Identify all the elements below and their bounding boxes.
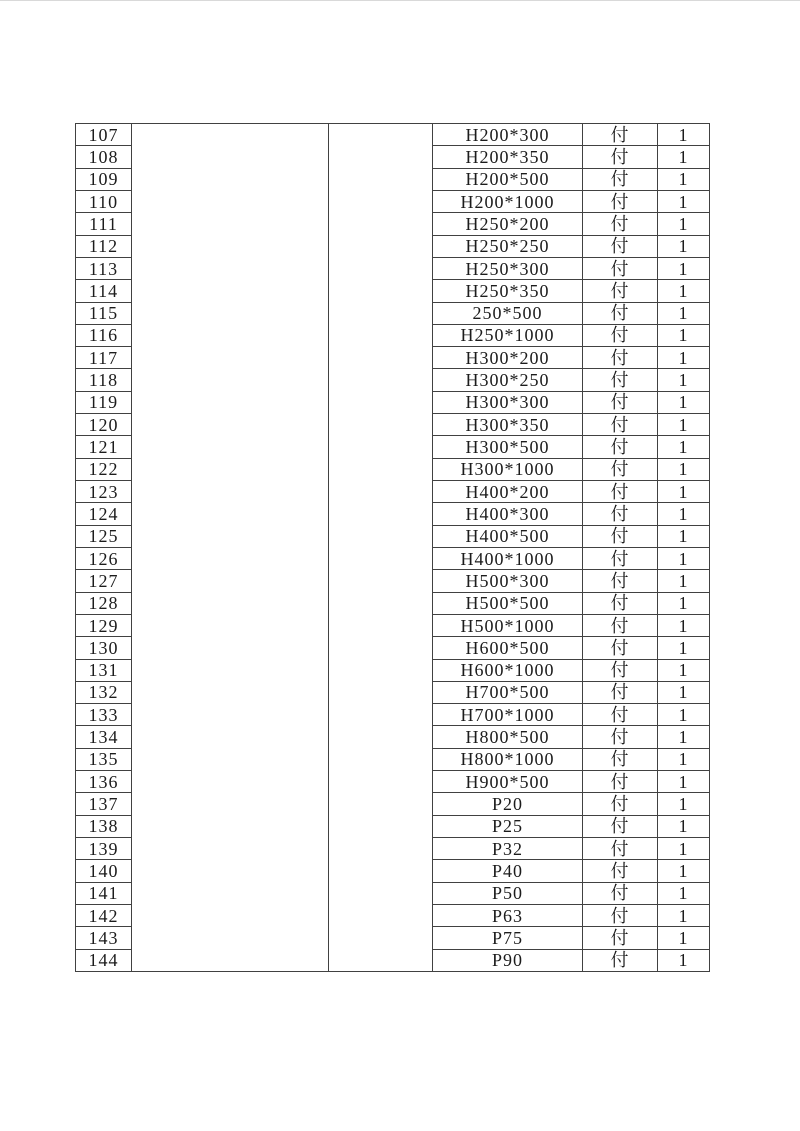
- row-number-cell: 129: [76, 614, 132, 636]
- row-number-cell: 126: [76, 547, 132, 569]
- spec-cell: H600*1000: [433, 659, 583, 681]
- row-number-cell: 143: [76, 927, 132, 949]
- row-number-cell: 108: [76, 146, 132, 168]
- spec-cell: P25: [433, 815, 583, 837]
- row-number-cell: 133: [76, 704, 132, 726]
- quantity-cell: 1: [658, 458, 710, 480]
- spec-cell: H200*500: [433, 168, 583, 190]
- row-number-cell: 137: [76, 793, 132, 815]
- unit-cell: 付: [583, 369, 658, 391]
- unit-cell: 付: [583, 882, 658, 904]
- row-number-cell: 114: [76, 280, 132, 302]
- unit-cell: 付: [583, 927, 658, 949]
- row-number-cell: 120: [76, 414, 132, 436]
- blank-merged-cell-2: [329, 124, 433, 972]
- spec-cell: H900*500: [433, 771, 583, 793]
- blank-merged-cell-1: [132, 124, 329, 972]
- quantity-cell: 1: [658, 570, 710, 592]
- unit-cell: 付: [583, 704, 658, 726]
- spec-cell: P90: [433, 949, 583, 971]
- unit-cell: 付: [583, 302, 658, 324]
- spec-cell: H400*500: [433, 525, 583, 547]
- quantity-cell: 1: [658, 124, 710, 146]
- unit-cell: 付: [583, 793, 658, 815]
- unit-cell: 付: [583, 503, 658, 525]
- quantity-cell: 1: [658, 190, 710, 212]
- unit-cell: 付: [583, 659, 658, 681]
- unit-cell: 付: [583, 436, 658, 458]
- unit-cell: 付: [583, 280, 658, 302]
- spec-cell: H800*500: [433, 726, 583, 748]
- spec-cell: H250*1000: [433, 324, 583, 346]
- spec-cell: H200*1000: [433, 190, 583, 212]
- spec-cell: P63: [433, 904, 583, 926]
- quantity-cell: 1: [658, 704, 710, 726]
- unit-cell: 付: [583, 771, 658, 793]
- spec-cell: H200*350: [433, 146, 583, 168]
- spec-cell: P75: [433, 927, 583, 949]
- spec-cell: H200*300: [433, 124, 583, 146]
- quantity-cell: 1: [658, 592, 710, 614]
- spec-cell: H500*1000: [433, 614, 583, 636]
- spec-cell: H500*500: [433, 592, 583, 614]
- quantity-cell: 1: [658, 347, 710, 369]
- row-number-cell: 135: [76, 748, 132, 770]
- row-number-cell: 124: [76, 503, 132, 525]
- spec-cell: H800*1000: [433, 748, 583, 770]
- unit-cell: 付: [583, 213, 658, 235]
- unit-cell: 付: [583, 570, 658, 592]
- spec-cell: H250*350: [433, 280, 583, 302]
- quantity-cell: 1: [658, 168, 710, 190]
- row-number-cell: 140: [76, 860, 132, 882]
- unit-cell: 付: [583, 525, 658, 547]
- quantity-cell: 1: [658, 838, 710, 860]
- unit-cell: 付: [583, 614, 658, 636]
- row-number-cell: 123: [76, 481, 132, 503]
- unit-cell: 付: [583, 726, 658, 748]
- unit-cell: 付: [583, 481, 658, 503]
- unit-cell: 付: [583, 146, 658, 168]
- row-number-cell: 118: [76, 369, 132, 391]
- quantity-cell: 1: [658, 614, 710, 636]
- quantity-cell: 1: [658, 391, 710, 413]
- quantity-cell: 1: [658, 771, 710, 793]
- quantity-cell: 1: [658, 659, 710, 681]
- row-number-cell: 116: [76, 324, 132, 346]
- row-number-cell: 109: [76, 168, 132, 190]
- quantity-cell: 1: [658, 949, 710, 971]
- row-number-cell: 113: [76, 257, 132, 279]
- row-number-cell: 138: [76, 815, 132, 837]
- spec-cell: H400*200: [433, 481, 583, 503]
- spec-cell: H400*300: [433, 503, 583, 525]
- unit-cell: 付: [583, 347, 658, 369]
- spec-cell: H700*500: [433, 681, 583, 703]
- quantity-cell: 1: [658, 257, 710, 279]
- spec-cell: H250*300: [433, 257, 583, 279]
- unit-cell: 付: [583, 860, 658, 882]
- unit-cell: 付: [583, 257, 658, 279]
- row-number-cell: 121: [76, 436, 132, 458]
- row-number-cell: 141: [76, 882, 132, 904]
- row-number-cell: 115: [76, 302, 132, 324]
- quantity-cell: 1: [658, 726, 710, 748]
- row-number-cell: 112: [76, 235, 132, 257]
- row-number-cell: 134: [76, 726, 132, 748]
- row-number-cell: 136: [76, 771, 132, 793]
- spec-cell: H600*500: [433, 637, 583, 659]
- unit-cell: 付: [583, 592, 658, 614]
- row-number-cell: 107: [76, 124, 132, 146]
- unit-cell: 付: [583, 681, 658, 703]
- quantity-cell: 1: [658, 369, 710, 391]
- unit-cell: 付: [583, 168, 658, 190]
- unit-cell: 付: [583, 391, 658, 413]
- row-number-cell: 128: [76, 592, 132, 614]
- parts-spec-table-body: [76, 124, 710, 972]
- quantity-cell: 1: [658, 481, 710, 503]
- row-number-cell: 132: [76, 681, 132, 703]
- spec-cell: P50: [433, 882, 583, 904]
- quantity-cell: 1: [658, 213, 710, 235]
- row-number-cell: 119: [76, 391, 132, 413]
- unit-cell: 付: [583, 904, 658, 926]
- spec-cell: H300*500: [433, 436, 583, 458]
- spec-cell: H300*200: [433, 347, 583, 369]
- quantity-cell: 1: [658, 860, 710, 882]
- spec-cell: H300*1000: [433, 458, 583, 480]
- row-number-cell: 131: [76, 659, 132, 681]
- unit-cell: 付: [583, 838, 658, 860]
- spec-cell: H250*200: [433, 213, 583, 235]
- spec-cell: P32: [433, 838, 583, 860]
- unit-cell: 付: [583, 124, 658, 146]
- quantity-cell: 1: [658, 927, 710, 949]
- parts-spec-table: [75, 123, 710, 972]
- quantity-cell: 1: [658, 503, 710, 525]
- unit-cell: 付: [583, 324, 658, 346]
- page-top-edge-line: [0, 0, 800, 1]
- table-row: [76, 124, 710, 146]
- quantity-cell: 1: [658, 547, 710, 569]
- spec-cell: 250*500: [433, 302, 583, 324]
- row-number-cell: 110: [76, 190, 132, 212]
- unit-cell: 付: [583, 637, 658, 659]
- quantity-cell: 1: [658, 235, 710, 257]
- unit-cell: 付: [583, 235, 658, 257]
- spec-cell: H300*250: [433, 369, 583, 391]
- spec-cell: P40: [433, 860, 583, 882]
- quantity-cell: 1: [658, 882, 710, 904]
- quantity-cell: 1: [658, 280, 710, 302]
- quantity-cell: 1: [658, 637, 710, 659]
- quantity-cell: 1: [658, 525, 710, 547]
- row-number-cell: 139: [76, 838, 132, 860]
- row-number-cell: 144: [76, 949, 132, 971]
- quantity-cell: 1: [658, 414, 710, 436]
- spec-cell: H500*300: [433, 570, 583, 592]
- spec-cell: H700*1000: [433, 704, 583, 726]
- quantity-cell: 1: [658, 815, 710, 837]
- quantity-cell: 1: [658, 904, 710, 926]
- unit-cell: 付: [583, 547, 658, 569]
- quantity-cell: 1: [658, 793, 710, 815]
- quantity-cell: 1: [658, 748, 710, 770]
- row-number-cell: 122: [76, 458, 132, 480]
- row-number-cell: 111: [76, 213, 132, 235]
- row-number-cell: 142: [76, 904, 132, 926]
- quantity-cell: 1: [658, 302, 710, 324]
- spec-cell: H300*300: [433, 391, 583, 413]
- unit-cell: 付: [583, 815, 658, 837]
- unit-cell: 付: [583, 949, 658, 971]
- quantity-cell: 1: [658, 436, 710, 458]
- spec-cell: H300*350: [433, 414, 583, 436]
- row-number-cell: 127: [76, 570, 132, 592]
- quantity-cell: 1: [658, 146, 710, 168]
- row-number-cell: 117: [76, 347, 132, 369]
- spec-cell: H400*1000: [433, 547, 583, 569]
- spec-cell: P20: [433, 793, 583, 815]
- unit-cell: 付: [583, 748, 658, 770]
- row-number-cell: 130: [76, 637, 132, 659]
- unit-cell: 付: [583, 190, 658, 212]
- spec-cell: H250*250: [433, 235, 583, 257]
- row-number-cell: 125: [76, 525, 132, 547]
- unit-cell: 付: [583, 414, 658, 436]
- quantity-cell: 1: [658, 681, 710, 703]
- quantity-cell: 1: [658, 324, 710, 346]
- unit-cell: 付: [583, 458, 658, 480]
